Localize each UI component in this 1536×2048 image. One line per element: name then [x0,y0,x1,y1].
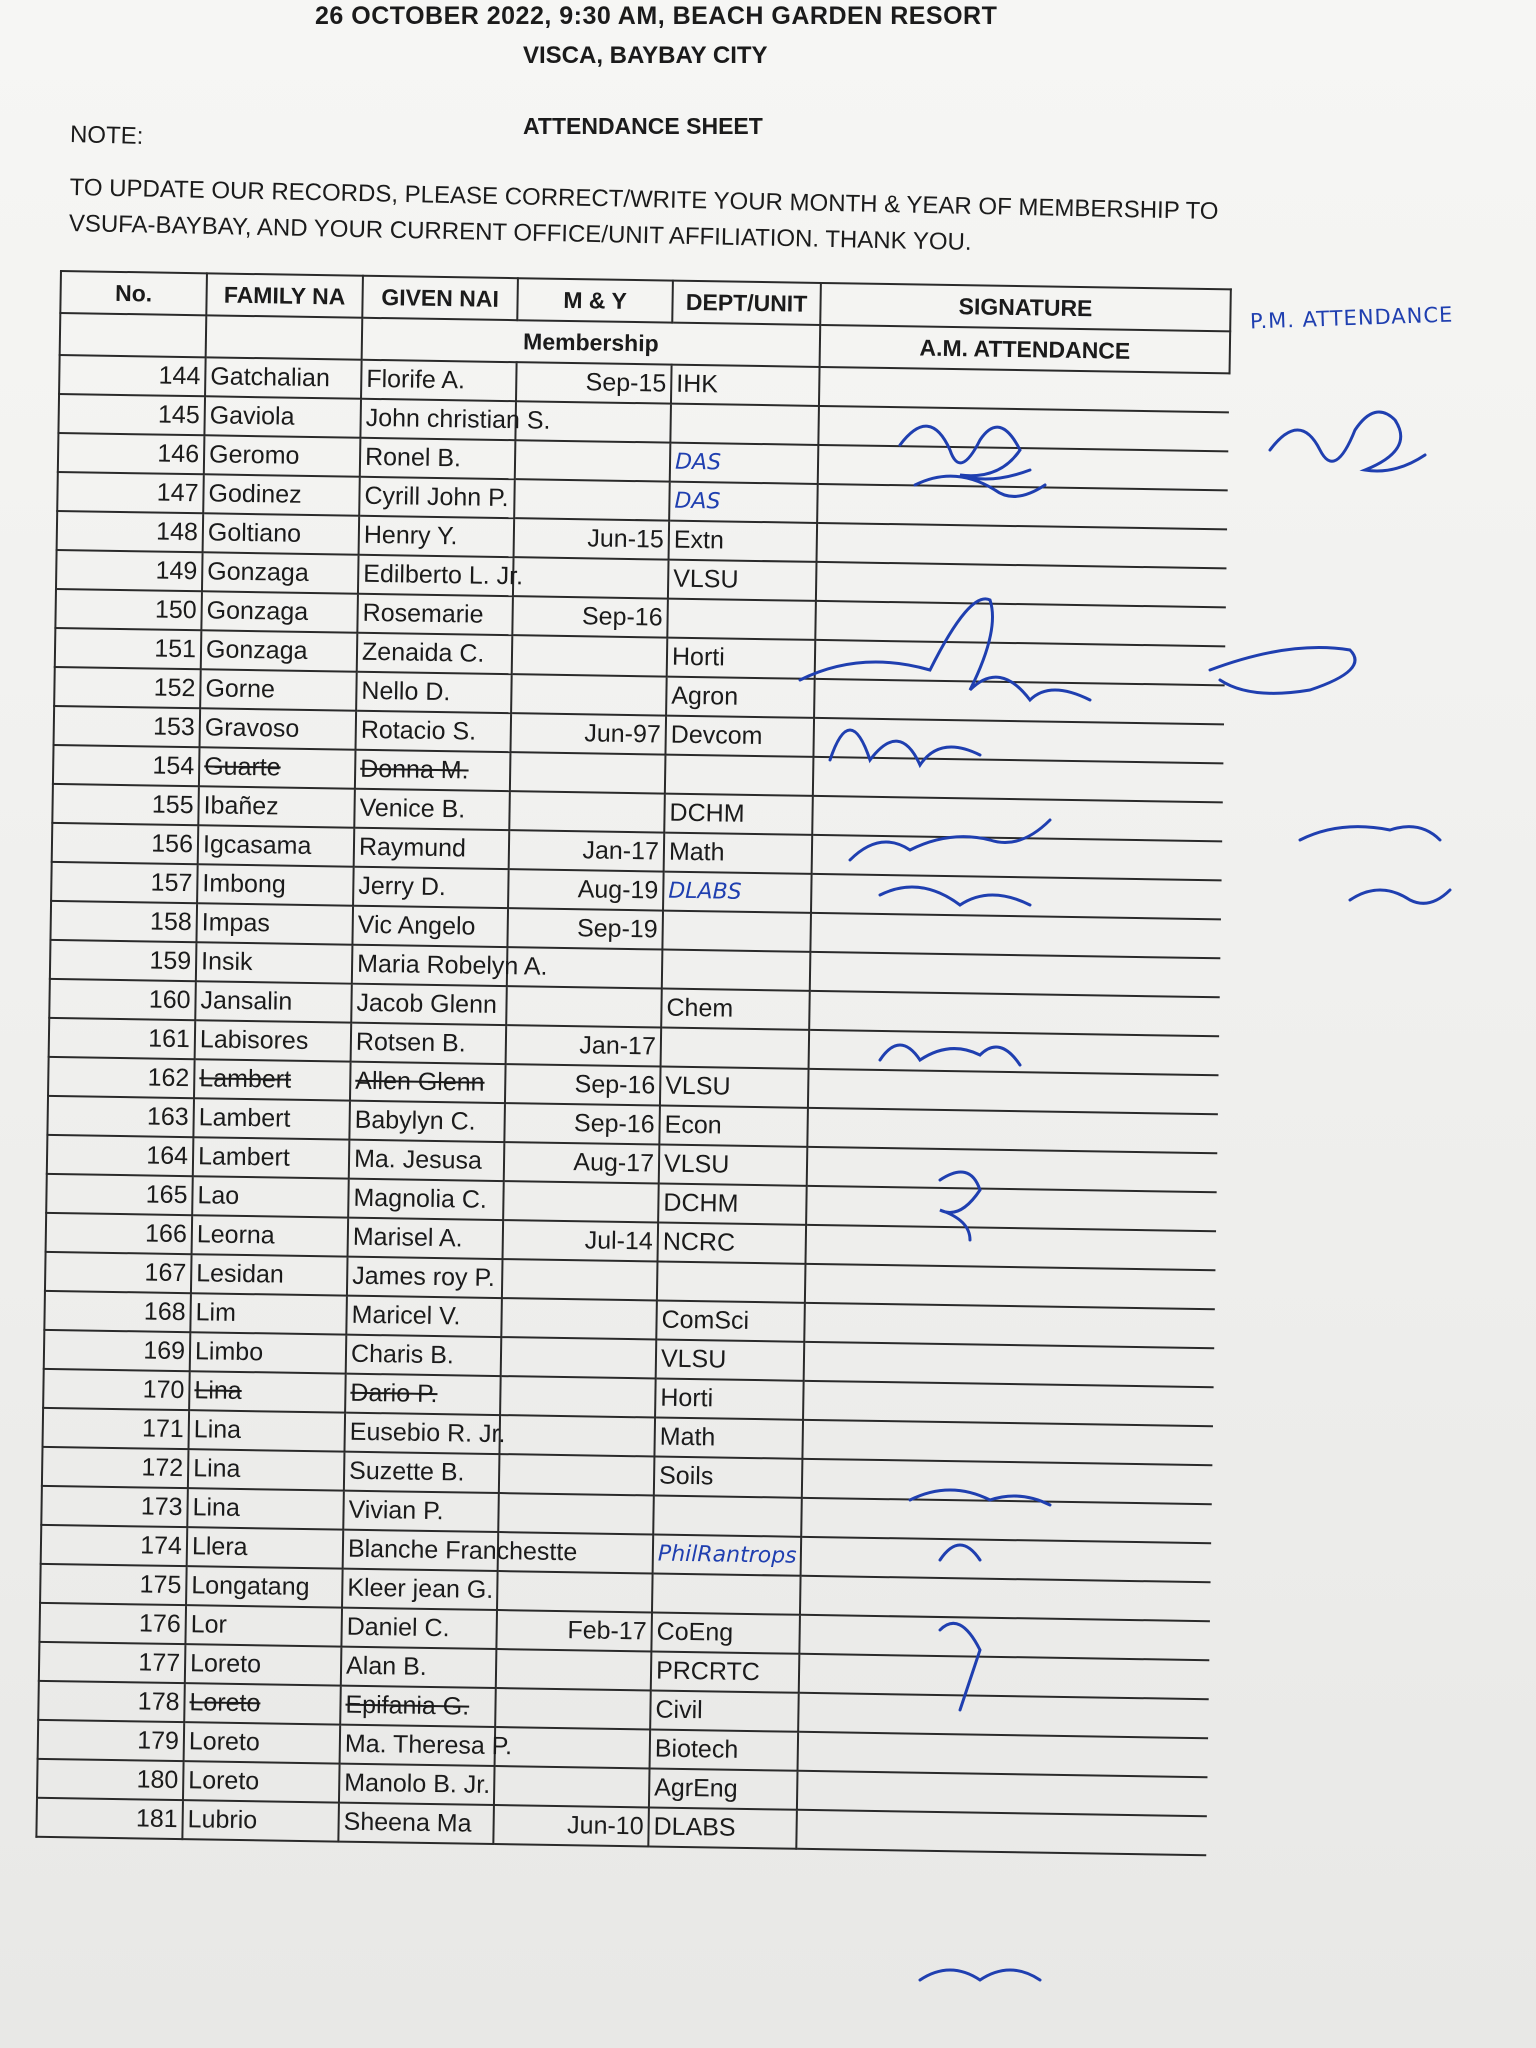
col-dept-header: DEPT/UNIT [672,281,821,325]
given-name: Eusebio R. Jr. [344,1413,500,1454]
signature-cell [816,562,1227,607]
row-number: 155 [52,784,199,825]
signature-cell [809,1030,1220,1075]
given-name: Blanche Franchestte [343,1530,499,1571]
membership-month-year [494,1766,650,1807]
membership-month-year [495,1727,651,1768]
given-name: Nello D. [356,672,512,713]
family-name: Insik [196,942,353,983]
membership-month-year [513,557,669,598]
dept-unit: NCRC [657,1223,806,1264]
dept-unit: Econ [659,1106,808,1147]
signature-cell [815,640,1226,685]
given-name: Florife A. [361,360,517,401]
signature-cell [818,445,1229,490]
given-name: Rosemarie [357,594,513,635]
given-name: Rotsen B. [351,1023,507,1064]
row-number: 166 [46,1213,193,1254]
row-number: 174 [41,1525,188,1566]
given-name: Venice B. [354,789,510,830]
signature-cell [812,796,1223,841]
membership-month-year [495,1688,651,1729]
row-number: 145 [58,394,205,435]
family-name: Leorna [192,1215,349,1256]
dept-unit [670,404,819,445]
dept-unit: Soils [654,1456,803,1497]
row-number: 152 [54,667,201,708]
given-name: Dario P. [345,1374,501,1415]
family-name: Godinez [203,474,360,515]
dept-unit: DCHM [664,794,813,835]
dept-unit: Devcom [665,716,814,757]
col-given-header: GIVEN NAI [362,276,518,320]
family-name: Gaviola [204,396,361,437]
membership-month-year [498,1493,654,1534]
col-family-header: FAMILY NA [206,273,363,317]
signature-cell [802,1420,1213,1465]
family-name: Loreto [184,1683,341,1724]
signature-cell [801,1498,1212,1543]
dept-unit: ComSci [656,1301,805,1342]
membership-month-year: Sep-16 [512,596,668,637]
signature-cell [805,1225,1216,1270]
given-name: Zenaida C. [357,633,513,674]
given-name: Henry Y. [359,516,515,557]
signature-cell [798,1732,1209,1777]
family-name: Gatchalian [205,357,362,398]
row-number: 172 [42,1447,189,1488]
family-name: Lina [188,1449,345,1490]
signature-cell [812,835,1223,880]
dept-unit [662,950,811,991]
dept-unit [667,599,816,640]
family-name: Lina [187,1488,344,1529]
membership-month-year: Jun-15 [514,518,670,559]
membership-month-year [506,986,662,1027]
signature-cell [800,1576,1211,1621]
signature-cell [805,1264,1216,1309]
table-body [36,355,1229,1855]
signature-cell [810,952,1221,997]
signature-cell [802,1459,1213,1504]
membership-month-year [499,1454,655,1495]
row-number: 156 [52,823,199,864]
dept-unit: Chem [661,989,810,1030]
row-number: 144 [59,355,206,396]
signature-cell [799,1615,1210,1660]
given-name: Edilberto L. Jr. [358,555,514,596]
row-number: 165 [46,1174,193,1215]
given-name: Maria Robelyn A. [352,945,508,986]
dept-unit [652,1573,801,1614]
signature-cell [818,406,1229,451]
membership-subheader: Membership [362,318,821,367]
given-name: Ronel B. [360,438,516,479]
family-name: Limbo [190,1332,347,1373]
membership-month-year: Jan-17 [506,1025,662,1066]
signature-cell [806,1186,1217,1231]
family-name: Imbong [197,864,354,905]
family-name: Geromo [204,435,361,476]
membership-month-year: Sep-15 [516,362,672,403]
family-name: Igcasama [198,825,355,866]
col-my-header: M & Y [517,278,673,322]
pm-attendance-label: P.M. ATTENDANCE [1249,302,1454,334]
row-number: 170 [43,1369,190,1410]
row-number: 173 [41,1486,188,1527]
row-number: 161 [49,1018,196,1059]
family-name: Lesidan [191,1254,348,1295]
given-name: Jerry D. [353,867,509,908]
event-location: VISCA, BAYBAY CITY [523,42,768,69]
signature-cell [814,679,1225,724]
signature-cell [808,1069,1219,1114]
membership-month-year: Jun-97 [510,713,666,754]
dept-unit: CoEng [651,1612,800,1653]
signature-cell [810,913,1221,958]
signature-mark [1300,827,1450,904]
row-number: 180 [37,1759,184,1800]
signature-mark [1270,412,1425,471]
membership-month-year [512,635,668,676]
dept-unit: VLSU [659,1145,808,1186]
row-number: 148 [57,511,204,552]
dept-unit: DAS [669,482,818,523]
signature-cell [807,1108,1218,1153]
given-name: Rotacio S. [356,711,512,752]
membership-month-year [501,1337,657,1378]
am-attendance-subheader: A.M. ATTENDANCE [820,325,1231,373]
family-name: Ibañez [198,786,355,827]
given-name: Kleer jean G. [342,1569,498,1610]
given-name: Manolo B. Jr. [339,1764,495,1805]
membership-month-year [514,479,670,520]
row-number: 160 [49,979,196,1020]
signature-cell [817,523,1228,568]
given-name: Charis B. [346,1335,502,1376]
dept-unit: AgrEng [649,1768,798,1809]
dept-unit: Math [664,833,813,874]
family-name: Lambert [194,1059,351,1100]
dept-unit: Agron [666,677,815,718]
signature-cell [798,1693,1209,1738]
row-number: 178 [38,1681,185,1722]
row-number: 153 [54,706,201,747]
family-name: Lina [189,1371,346,1412]
row-number: 175 [40,1564,187,1605]
membership-month-year [510,752,666,793]
attendance-table [35,270,1231,1856]
signature-cell [809,991,1220,1036]
given-name: Epifania G. [340,1686,496,1727]
family-name: Gonzaga [201,591,358,632]
row-number: 177 [39,1642,186,1683]
membership-month-year [502,1259,658,1300]
signature-cell [801,1537,1212,1582]
family-name: Impas [196,903,353,944]
row-number: 164 [47,1135,194,1176]
given-name: Marisel A. [348,1218,504,1259]
membership-month-year: Sep-16 [504,1103,660,1144]
membership-month-year [497,1571,653,1612]
given-name: Donna M. [355,750,511,791]
family-name: Longatang [186,1566,343,1607]
row-number: 176 [39,1603,186,1644]
family-name: Loreto [184,1722,341,1763]
event-date-venue: 26 OCTOBER 2022, 9:30 AM, BEACH GARDEN RESORT [315,2,998,30]
subheader-blank [60,313,207,357]
membership-month-year [511,674,667,715]
given-name: Ma. Jesusa [349,1140,505,1181]
given-name: Vic Angelo [352,906,508,947]
signature-cell [796,1810,1207,1855]
note-text: TO UPDATE OUR RECORDS, PLEASE CORRECT/WRITE YOUR MONTH & YEAR OF MEMBERSHIP TO VSUFA-BAYBAY, AND YOUR CURRENT OFFICE/UNIT AFFILIATION. THANK YOU. [68,173,1219,256]
membership-month-year [500,1376,656,1417]
given-name: Daniel C. [341,1608,497,1649]
given-name: Vivian P. [343,1491,499,1532]
family-name: Gravoso [200,708,357,749]
dept-unit: Horti [667,638,816,679]
row-number: 157 [51,862,198,903]
dept-unit: VLSU [660,1067,809,1108]
row-number: 169 [44,1330,191,1371]
signature-cell [813,718,1224,763]
signature-cell [815,601,1226,646]
family-name: Lambert [193,1098,350,1139]
row-number: 149 [56,550,203,591]
dept-unit: Extn [669,521,818,562]
membership-month-year: Jun-10 [493,1805,649,1846]
given-name: Alan B. [341,1647,497,1688]
signature-cell [819,367,1230,412]
given-name: Raymund [354,828,510,869]
family-name: Lim [190,1293,347,1334]
signature-cell [797,1771,1208,1816]
given-name: James roy P. [347,1257,503,1298]
dept-unit: DLABS [663,872,812,913]
given-name: Jacob Glenn [351,984,507,1025]
dept-unit: Biotech [650,1729,799,1770]
row-number: 158 [50,901,197,942]
col-no-header: No. [60,271,207,315]
row-number: 150 [55,589,202,630]
given-name: Maricel V. [346,1296,502,1337]
sheet-title: ATTENDANCE SHEET [523,113,763,139]
row-number: 147 [57,472,204,513]
membership-month-year [499,1415,655,1456]
family-name: Guarte [199,747,356,788]
dept-unit: PRCRTC [651,1651,800,1692]
signature-cell [811,874,1222,919]
row-number: 163 [47,1096,194,1137]
given-name: John christian S. [360,399,516,440]
membership-month-year: Feb-17 [496,1610,652,1651]
given-name: Magnolia C. [348,1179,504,1220]
dept-unit: Horti [655,1378,804,1419]
dept-unit: PhilRantrops [653,1534,802,1575]
signature-mark [920,1970,1040,1980]
family-name: Gorne [200,669,357,710]
dept-unit [653,1495,802,1536]
signature-cell [803,1381,1214,1426]
family-name: Llera [187,1527,344,1568]
row-number: 146 [58,433,205,474]
family-name: Goltiano [203,513,360,554]
row-number: 151 [55,628,202,669]
dept-unit: IHK [671,365,820,406]
family-name: Lubrio [182,1800,339,1841]
dept-unit: DLABS [648,1807,797,1848]
col-signature-header: SIGNATURE [820,283,1231,331]
given-name: Ma. Theresa P. [340,1725,496,1766]
family-name: Lao [192,1176,349,1217]
given-name: Sheena Ma [338,1803,494,1844]
note-label: NOTE: [69,121,144,150]
row-number: 162 [48,1057,195,1098]
subheader-blank [206,315,363,359]
signature-cell [817,484,1228,529]
signature-cell [804,1303,1215,1348]
dept-unit [665,755,814,796]
dept-unit: Civil [650,1690,799,1731]
membership-month-year: Aug-19 [508,869,664,910]
row-number: 181 [36,1798,183,1839]
row-number: 167 [45,1252,192,1293]
family-name: Loreto [185,1644,342,1685]
dept-unit: Math [654,1417,803,1458]
row-number: 159 [50,940,197,981]
row-number: 179 [38,1720,185,1761]
membership-month-year [515,440,671,481]
family-name: Gonzaga [201,630,358,671]
signature-cell [804,1342,1215,1387]
membership-month-year [503,1181,659,1222]
dept-unit: DAS [670,443,819,484]
row-number: 168 [44,1291,191,1332]
membership-month-year: Jan-17 [509,830,665,871]
signature-cell [813,757,1224,802]
family-name: Jansalin [195,981,352,1022]
given-name: Babylyn C. [349,1101,505,1142]
signature-cell [799,1654,1210,1699]
membership-month-year: Aug-17 [504,1142,660,1183]
dept-unit [662,911,811,952]
dept-unit [661,1028,810,1069]
dept-unit [657,1262,806,1303]
given-name: Allen Glenn [350,1062,506,1103]
membership-month-year: Sep-16 [505,1064,661,1105]
given-name: Suzette B. [344,1452,500,1493]
given-name: Cyrill John P. [359,477,515,518]
membership-month-year: Sep-19 [507,908,663,949]
attendance-table-wrapper [35,270,1229,1856]
family-name: Gonzaga [202,552,359,593]
signature-mark [1210,648,1355,694]
dept-unit: DCHM [658,1184,807,1225]
membership-month-year [501,1298,657,1339]
dept-unit: VLSU [656,1339,805,1380]
family-name: Lambert [193,1137,350,1178]
dept-unit: VLSU [668,560,817,601]
family-name: Lina [188,1410,345,1451]
row-number: 171 [43,1408,190,1449]
family-name: Labisores [195,1020,352,1061]
membership-month-year [509,791,665,832]
signature-cell [807,1147,1218,1192]
row-number: 154 [53,745,200,786]
membership-month-year: Jul-14 [503,1220,659,1261]
family-name: Loreto [183,1761,340,1802]
family-name: Lor [185,1605,342,1646]
membership-month-year [496,1649,652,1690]
